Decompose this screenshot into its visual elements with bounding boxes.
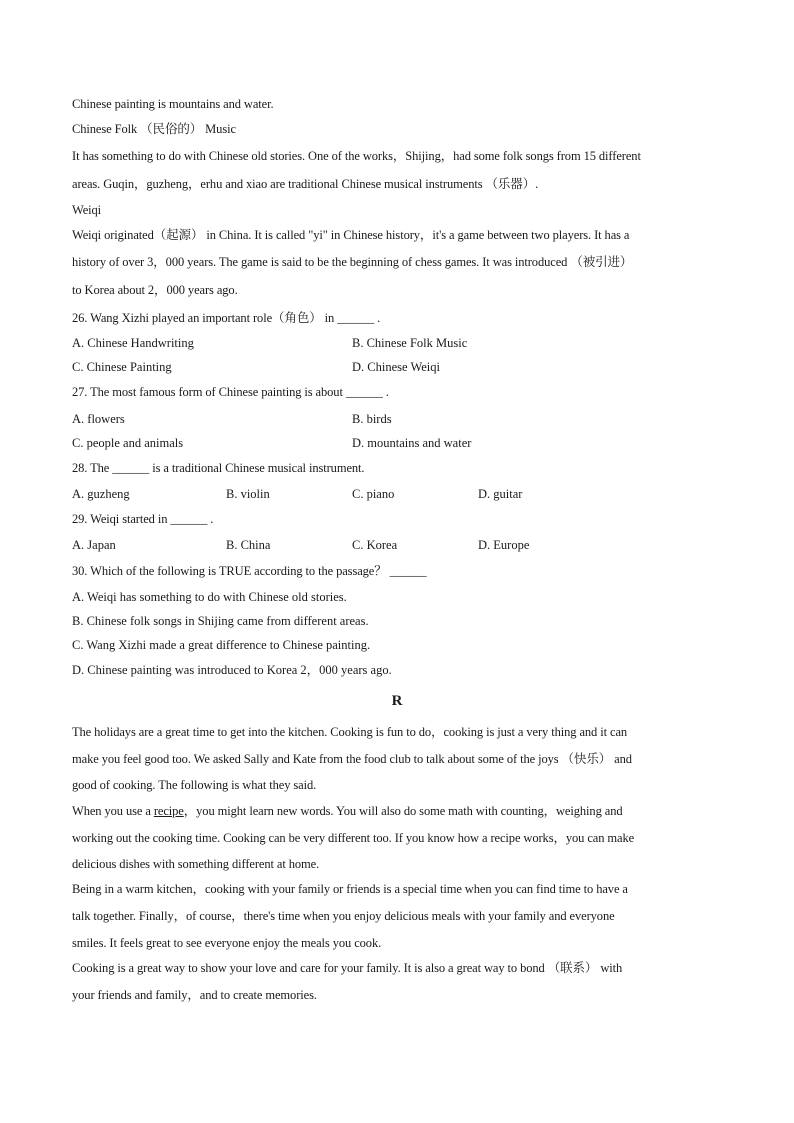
passage-line: Cooking is a great way to show your love and care for your family. It is also a great way to bond （联系） with [72, 961, 623, 975]
passage-line: your friends and family，and to create memories. [72, 988, 317, 1002]
passage-line: good of cooking. The following is what they said. [72, 778, 317, 792]
answer-option[interactable]: D. guitar [478, 487, 523, 501]
answer-option[interactable]: B. China [226, 538, 271, 552]
answer-option[interactable]: A. Japan [72, 538, 116, 552]
text-span: ，you might learn new words. You will also do some math with counting，weighing and [183, 804, 623, 818]
passage-line: history of over 3，000 years. The game is said to be the beginning of chess games. It was introduced （被引进） [72, 255, 633, 269]
question-stem: 28. The ______ is a traditional Chinese musical instrument. [72, 461, 365, 475]
answer-option[interactable]: C. Wang Xizhi made a great difference to Chinese painting. [72, 638, 371, 652]
passage-line: The holidays are a great time to get into the kitchen. Cooking is fun to do，cooking is just a very thing and it can [72, 725, 628, 739]
passage-line: Weiqi originated（起源） in China. It is called "yi" in Chinese history，it's a game between two players. It has a [72, 228, 630, 242]
answer-option[interactable]: A. Chinese Handwriting [72, 336, 194, 350]
question-stem: 26. Wang Xizhi played an important role（角色） in ______ . [72, 311, 381, 325]
passage-line: delicious dishes with something different at home. [72, 857, 320, 871]
passage-line: areas. Guqin，guzheng，erhu and xiao are traditional Chinese musical instruments （乐器）. [72, 177, 539, 191]
text-span: When you use a [72, 804, 154, 818]
answer-option[interactable]: D. Europe [478, 538, 530, 552]
question-stem: 29. Weiqi started in ______ . [72, 512, 214, 526]
passage-line: talk together. Finally，of course，there's time when you enjoy delicious meals with your family and everyone [72, 909, 615, 923]
answer-option[interactable]: C. Korea [352, 538, 398, 552]
passage-line: to Korea about 2，000 years ago. [72, 283, 238, 297]
passage-line: working out the cooking time. Cooking can be very different too. If you know how a recipe works，you can make [72, 831, 635, 845]
answer-option[interactable]: C. piano [352, 487, 395, 501]
answer-option[interactable]: A. guzheng [72, 487, 130, 501]
answer-option[interactable]: D. Chinese painting was introduced to Korea 2，000 years ago. [72, 663, 392, 677]
passage-line: It has something to do with Chinese old stories. One of the works，Shijing，had some folk songs from 15 different [72, 149, 641, 163]
answer-option[interactable]: B. violin [226, 487, 270, 501]
answer-option[interactable]: B. Chinese Folk Music [352, 336, 468, 350]
passage-subheading: Weiqi [72, 203, 102, 217]
passage-line [72, 803, 623, 819]
answer-option[interactable]: D. mountains and water [352, 436, 472, 450]
question-stem: 30. Which of the following is TRUE according to the passage？ ______ [72, 564, 427, 578]
question-stem: 27. The most famous form of Chinese painting is about ______ . [72, 385, 389, 399]
passage-line: Being in a warm kitchen，cooking with your family or friends is a special time when you can find time to have a [72, 882, 628, 896]
passage-line: smiles. It feels great to see everyone enjoy the meals you cook. [72, 936, 382, 950]
answer-option[interactable]: B. Chinese folk songs in Shijing came from different areas. [72, 614, 369, 628]
section-heading: R [391, 693, 403, 709]
answer-option[interactable]: B. birds [352, 412, 392, 426]
answer-option[interactable]: A. flowers [72, 412, 125, 426]
underlined-word: recipe [153, 804, 184, 818]
answer-option[interactable]: C. Chinese Painting [72, 360, 172, 374]
answer-option[interactable]: A. Weiqi has something to do with Chinese old stories. [72, 590, 347, 604]
answer-option[interactable]: C. people and animals [72, 436, 184, 450]
passage-line: Chinese painting is mountains and water. [72, 97, 274, 111]
passage-line: make you feel good too. We asked Sally and Kate from the food club to talk about some of the joys （快乐） and [72, 752, 632, 766]
answer-option[interactable]: D. Chinese Weiqi [352, 360, 440, 374]
passage-subheading: Chinese Folk （民俗的） Music [72, 122, 236, 136]
